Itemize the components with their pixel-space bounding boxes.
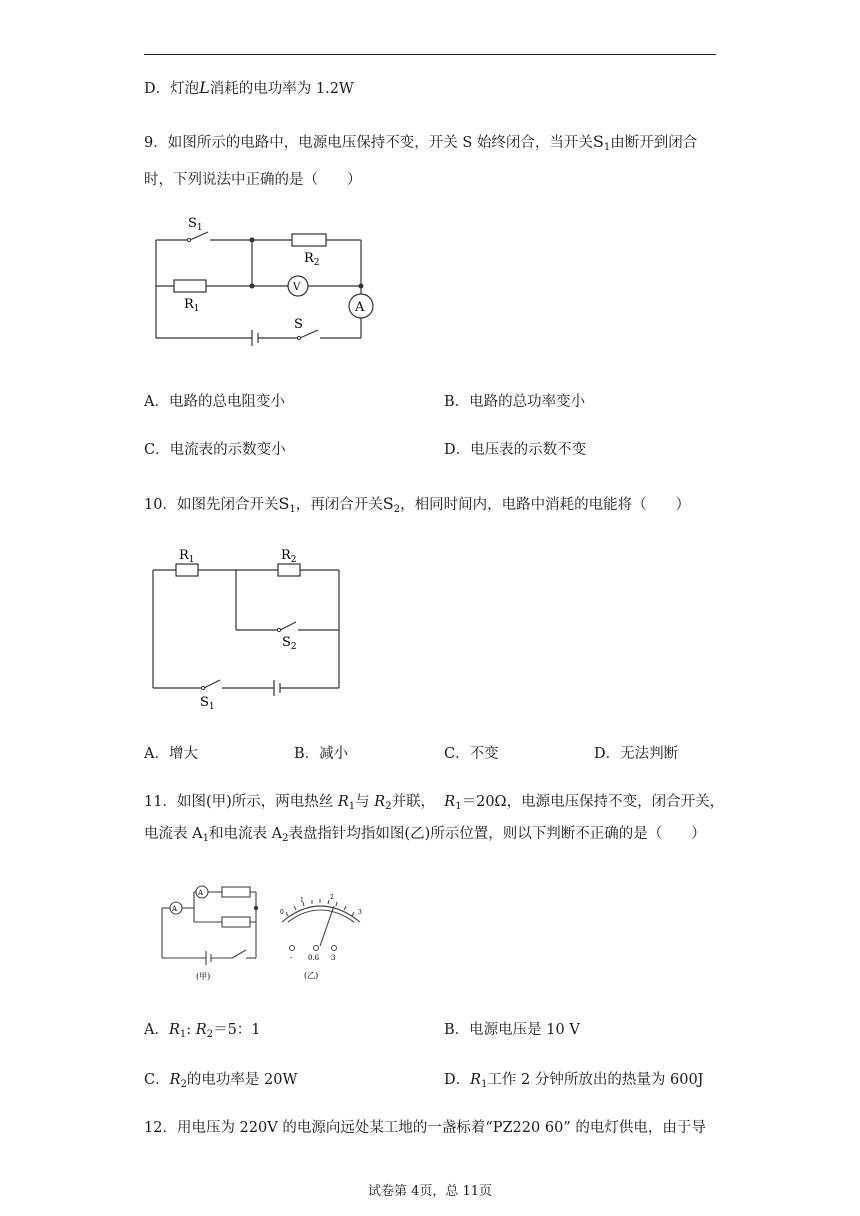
option-text: 消耗的电功率为 1.2W [209,81,354,97]
q9-circuit-diagram [148,212,380,358]
label-r2: $R_2$ [304,251,320,268]
svg-text:1: 1 [300,897,304,904]
svg-text:0: 0 [280,909,284,916]
label-ammeter: A [355,300,365,315]
q10-option-b[interactable]: B．减小 [294,746,349,762]
q12-stem: 12．用电压为 220V 的电源向远处某工地的一盏标着“PZ220 60” 的电灯供电，由于导 [144,1120,706,1136]
q10-circuit-diagram [148,542,348,712]
q9-stem-line2: 时，下列说法中正确的是（ ） [144,172,362,188]
q9-option-d[interactable]: D．电压表的示数不变 [444,442,587,458]
header-rule [144,54,716,55]
label-s1: $S_1$ [188,216,203,233]
q11-option-b[interactable]: B．电源电压是 10 V [444,1022,580,1038]
label-r1: $R_1$ [184,297,200,314]
q11-option-a[interactable]: A．$R_1$: $R_2=5$：1 [144,1022,261,1040]
q10-option-c[interactable]: C．不变 [444,746,499,762]
q10-stem: 10．如图先闭合开关$S_1$，再闭合开关$S_2$，相同时间内，电路中消耗的电能将（ ） [144,494,691,515]
q8-option-d[interactable] [144,78,354,99]
q11-stem-line1: 11．如图(甲)所示，两电热丝 $R_1$与 $R_2$并联， $R_1=20\Omega$，电源电压保持不变，闭合开关， [144,794,725,812]
label-yi: (乙) [304,971,319,980]
svg-text:-: - [290,954,293,962]
svg-text:3: 3 [331,954,336,962]
svg-text:3: 3 [358,909,362,916]
label-s: S [294,317,303,332]
q11-option-c[interactable]: C．$R_2$的电功率是 20W [144,1072,298,1090]
q11-figure-jia [156,878,270,982]
q11-figure-yi-ammeter [274,884,368,984]
q9-stem-line1: 9．如图所示的电路中，电源电压保持不变，开关 S 始终闭合，当开关$S_1$由断开到闭合 [144,132,698,153]
q10-option-d[interactable]: D．无法判断 [594,746,679,762]
svg-text:0.6: 0.6 [308,954,320,962]
q10-option-a[interactable]: A．增大 [144,746,198,762]
q9-option-a[interactable]: A．电路的总电阻变小 [144,394,285,410]
option-label: D．灯泡 [144,81,200,97]
q11-option-d[interactable]: D．$R_1$工作 2 分钟所放出的热量为 600J [444,1072,704,1090]
q11-stem-line2: 电流表 $A_1$和电流表 $A_2$表盘指针均指如图(乙)所示位置，则以下判断不正确的是（ ） [144,826,706,844]
variable-l: L [199,78,210,97]
label-s1: $S_1$ [200,695,215,712]
label-s2: $S_2$ [282,635,297,652]
q9-option-c[interactable]: C．电流表的示数变小 [144,442,286,458]
svg-text:2: 2 [330,894,334,901]
page-footer: 试卷第 4页，总 11页 [367,1184,493,1199]
label-voltmeter: V [293,282,301,293]
label-jia: (甲) [196,972,211,981]
svg-text:A: A [172,905,178,913]
label-r2: $R_2$ [281,548,297,565]
label-r1: $R_1$ [179,548,195,565]
q9-option-b[interactable]: B．电路的总功率变小 [444,394,586,410]
svg-text:A: A [198,889,204,897]
